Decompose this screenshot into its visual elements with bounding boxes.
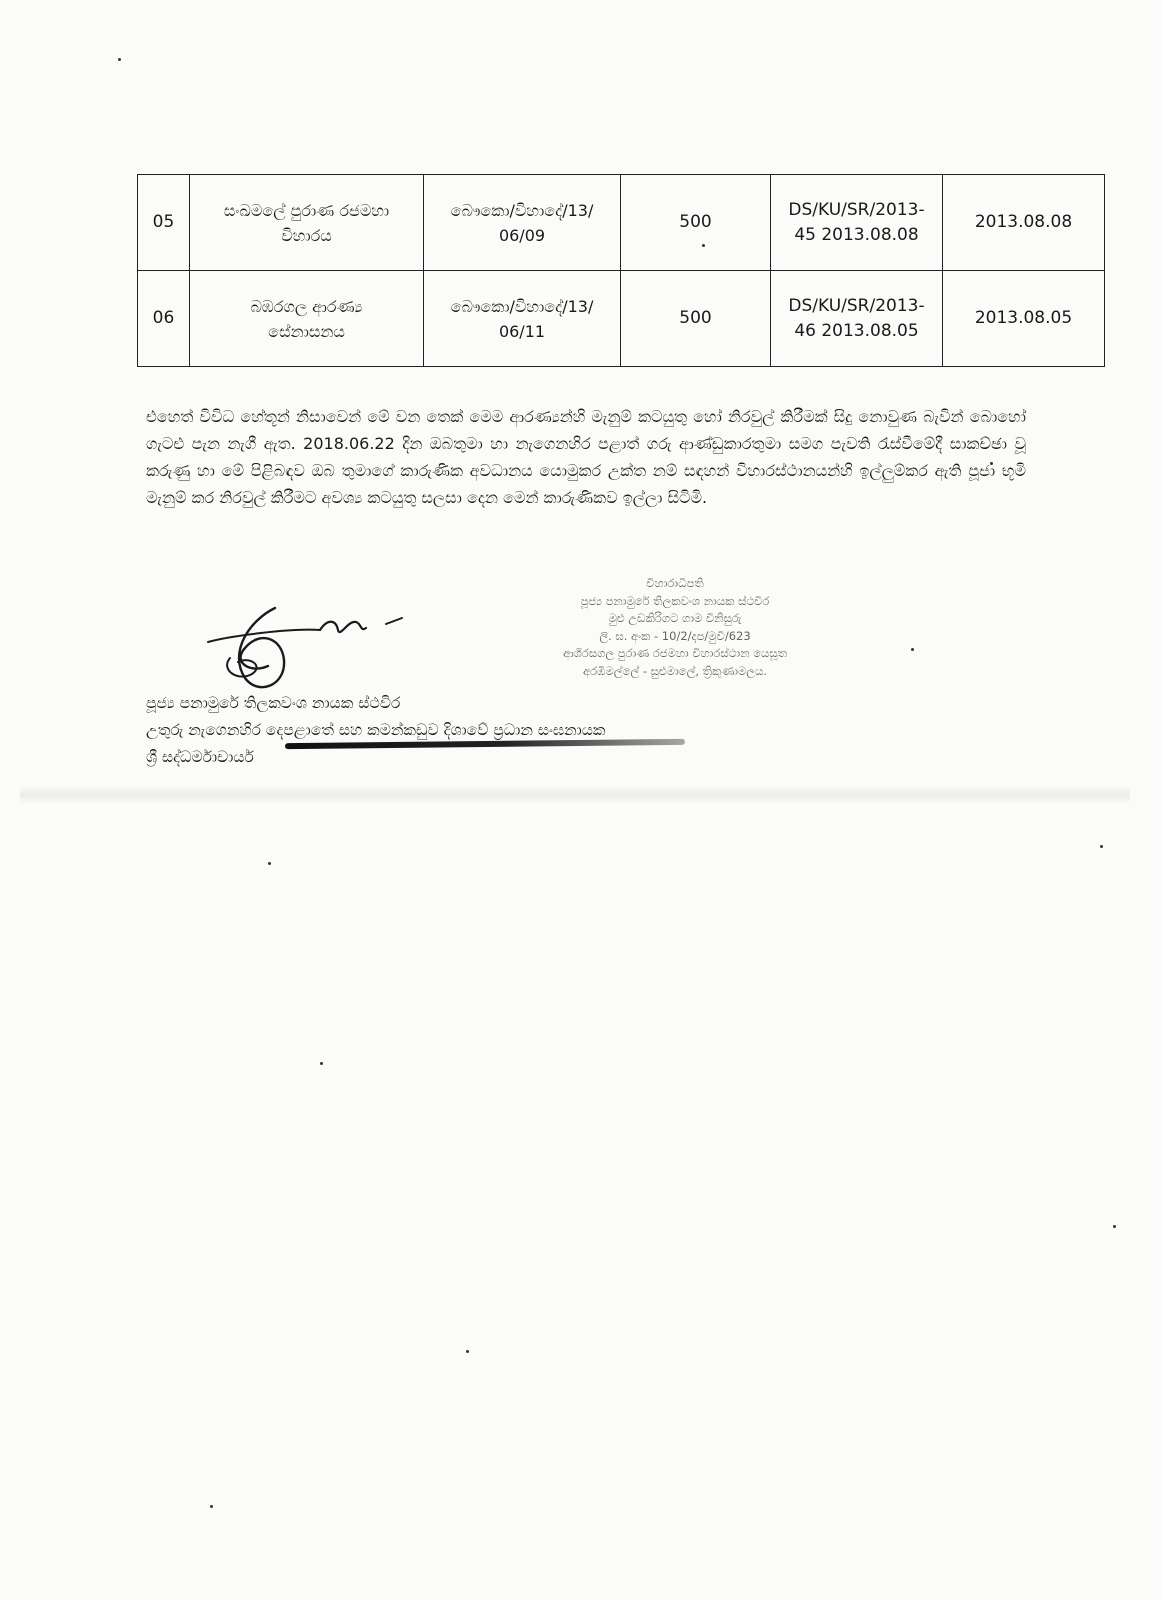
request-paragraph: එහෙත් විවිධ හේතූන් නිසාවෙන් මේ වන තෙක් මෙම ආරණ්‍යන්හි මැනුම් කටයුතු හෝ නිරවුල් කිරීමක් සිදු නොවුණ බැවින් බොහෝ ගැටළු පැන නැගී ඇත. 2018.06.22 දින ඔබතුමා හා නැගෙනහිර පළාත් ගරු ආණ්ඩුකාරතුමා සමග පැවති රැස්වීමේදී සාකච්ඡා වූ කරුණු හා මේ පිළිබඳව ඔබ තුමාගේ කාරුණික අවධානය යොමුකර උක්ත නම් සඳහන් විහාරස්ථානයන්හි ඉල්ලුම්කර ඇති පූජා භූමි මැනුම් කර නිරවුල් කිරීමට අවශ්‍ය කටයුතු සලසා දෙන මෙන් කාරුණිකව ඉල්ලා සිටිමි. — [146, 407, 1026, 507]
scan-artifact — [20, 786, 1130, 804]
official-stamp — [510, 575, 840, 680]
amount-cell: 500 — [621, 175, 771, 271]
stamp-line: ලි. ඝ. අංක - 10/2/දප/මුවි/623 — [599, 628, 751, 643]
reference-line: බෞකො/විහාදේ/13/ — [450, 200, 594, 220]
signer-title: උතුරු නැගෙනහිර දෙපළාතේ සහ කමන්කඩුව දිශාවේ ප්‍රධාන සංඝනායක — [146, 721, 606, 739]
ds-reference-line: DS/KU/SR/2013- — [788, 199, 925, 220]
amount-cell: 500 — [621, 271, 771, 367]
ds-reference-line: DS/KU/SR/2013- — [788, 295, 925, 316]
signer-honorific: ශ්‍රී සද්ධර්මාචාර්ය — [146, 748, 254, 766]
table-row — [138, 271, 1105, 367]
row-number: 05 — [138, 175, 190, 271]
stamp-line: මුළු උඩකිරිගට ගාම විනිසුරු — [608, 611, 742, 625]
date-cell: 2013.08.08 — [943, 175, 1105, 271]
ds-reference-cell — [771, 271, 943, 367]
temple-name-line: සේනාසනය — [268, 321, 345, 341]
ds-reference-cell — [771, 175, 943, 271]
ds-reference-line: 46 2013.08.05 — [794, 320, 919, 341]
temple-name-line: සංඛමලේ පුරාණ රජමහා — [223, 200, 390, 220]
handwritten-signature — [190, 600, 430, 700]
temple-name-cell — [190, 175, 424, 271]
stamp-line: විහාරාධිපති — [646, 576, 704, 590]
signer-name: පූජ්‍ය පනාමුරේ තිලකවංශ නායක ස්ථවිර — [146, 694, 401, 712]
row-number: 06 — [138, 271, 190, 367]
temple-name-cell — [190, 271, 424, 367]
reference-cell — [424, 271, 621, 367]
temple-name-line: බඹරගල ආරණ්‍ය — [250, 296, 363, 316]
reference-line: 06/11 — [498, 321, 546, 341]
reference-cell — [424, 175, 621, 271]
table-row — [138, 175, 1105, 271]
stamp-line: අරඹිමල්ලේ - සුළුමාලේ, ත්‍රිකුණාමලය. — [582, 663, 768, 678]
stamp-line: ආශිරසගල පුරාණ රජමහා විහාරස්ථාන යෙසූත — [563, 646, 787, 660]
signer-block — [146, 690, 606, 771]
ds-reference-line: 45 2013.08.08 — [794, 224, 919, 245]
records-table — [137, 174, 1105, 367]
reference-line: 06/09 — [498, 225, 546, 245]
reference-line: බෞකො/විහාදේ/13/ — [450, 296, 594, 316]
date-cell: 2013.08.05 — [943, 271, 1105, 367]
temple-name-line: විහාරය — [281, 225, 332, 245]
stamp-line: පූජ්‍ය පනාමුරේ තිලකවංශ නායක ස්ථවිර — [580, 593, 770, 608]
